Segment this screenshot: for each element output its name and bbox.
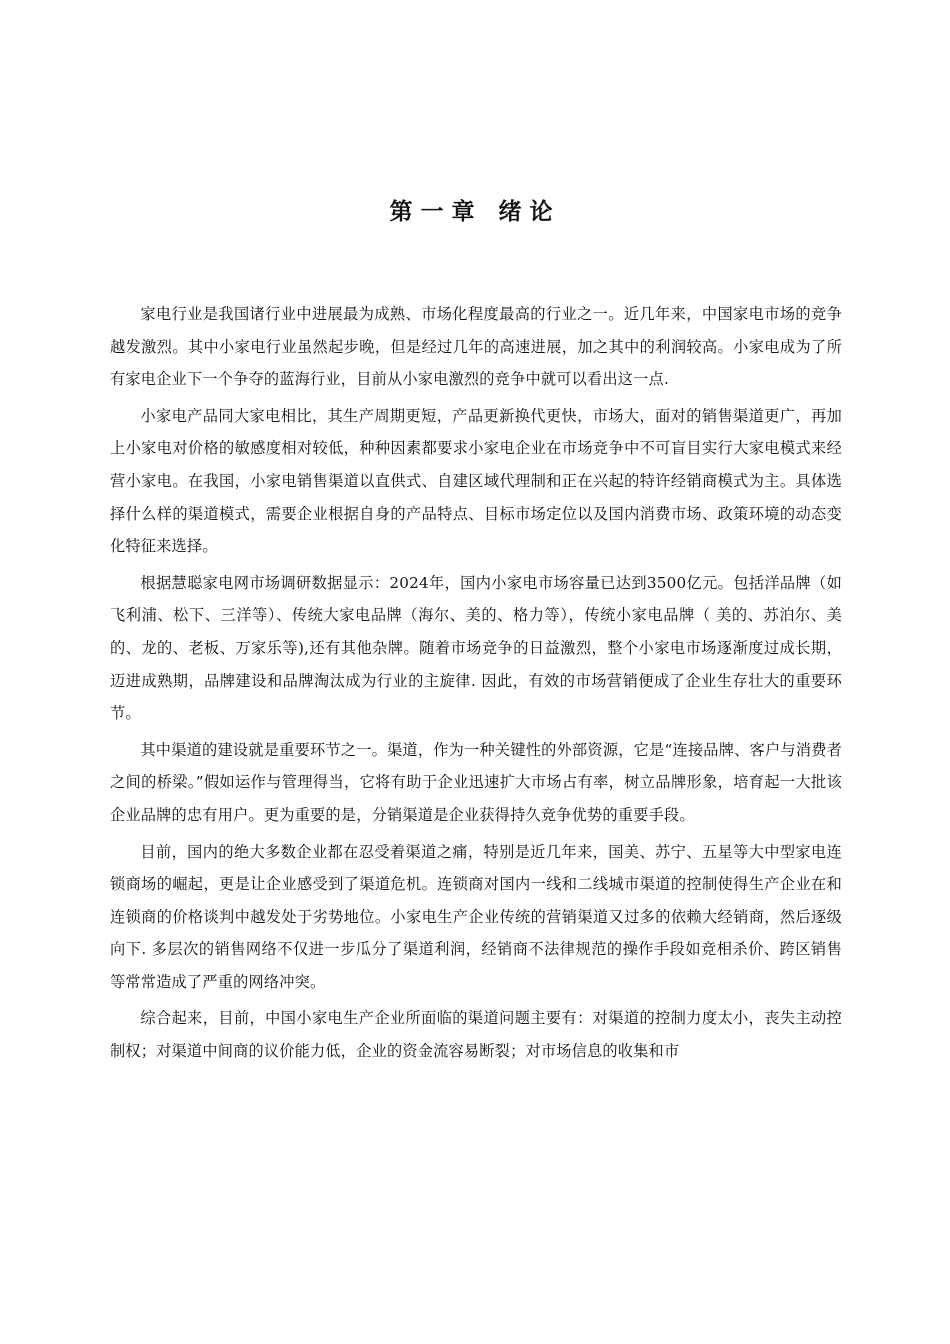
paragraph: 小家电产品同大家电相比，其生产周期更短，产品更新换代更快，市场大，面对的销售渠道更广，再加上小家电对价格的敏感度相对较低，种种因素都要求小家电企业在市场竞争中不可盲目实行大家电模式来经营小家电。在我国，小家电销售渠道以直供式、自建区域代理制和正在兴起的特许经销商模式为主。具体选择什么样的渠道模式，需要企业根据自身的产品特点、目标市场定位以及国内消费市场、政策环境的动态变化特征来选择。	[110, 406, 842, 556]
paragraph: 根据慧聪家电网市场调研数据显示：2024年，国内小家电市场容量已达到3500亿元。包括洋品牌（如飞利浦、松下、三洋等）、传统大家电品牌（海尔、美的、格力等），传统小家电品牌（ 美的、苏泊尔、美的、龙的、老板、万家乐等),还有其他杂牌。随着市场竞争的日益激烈，整个小家电市场逐渐度过成长期，迈进成熟期，品牌建设和品牌淘汰成为行业的主旋律. 因此，有效的市场营销便成了企业生存壮大的重要环节。	[110, 573, 842, 723]
body-text	[110, 298, 842, 1072]
chapter-title: 第一章 绪论	[389, 199, 561, 225]
paragraph: 目前，国内的绝大多数企业都在忍受着渠道之痛，特别是近几年来，国美、苏宁、五星等大中型家电连锁商场的崛起，更是让企业感受到了渠道危机。连锁商对国内一线和二线城市渠道的控制使得生产企业在和连锁商的价格谈判中越发处于劣势地位。小家电生产企业传统的营销渠道又过多的依赖大经销商，然后逐级向下. 多层次的销售网络不仅进一步瓜分了渠道利润，经销商不法律规范的操作手段如竞相杀价、跨区销售等常常造成了严重的网络冲突。	[110, 842, 842, 991]
paragraph: 家电行业是我国诸行业中进展最为成熟、市场化程度最高的行业之一。近几年来，中国家电市场的竞争越发激烈。其中小家电行业虽然起步晚，但是经过几年的高速进展，加之其中的利润较高。小家电成为了所有家电企业下一个争夺的蓝海行业，目前从小家电激烈的竞争中就可以看出这一点.	[110, 305, 842, 389]
paragraph: 综合起来，目前，中国小家电生产企业所面临的渠道问题主要有：对渠道的控制力度太小，丧失主动控制权；对渠道中间商的议价能力低，企业的资金流容易断裂；对市场信息的收集和市	[110, 1009, 842, 1061]
paragraph: 其中渠道的建设就是重要环节之一。渠道，作为一种关键性的外部资源，它是“连接品牌、客户与消费者之间的桥梁。”假如运作与管理得当，它将有助于企业迅速扩大市场占有率，树立品牌形象，培育起一大批该企业品牌的忠有用户。更为重要的是，分销渠道是企业获得持久竞争优势的重要手段。	[110, 740, 842, 824]
